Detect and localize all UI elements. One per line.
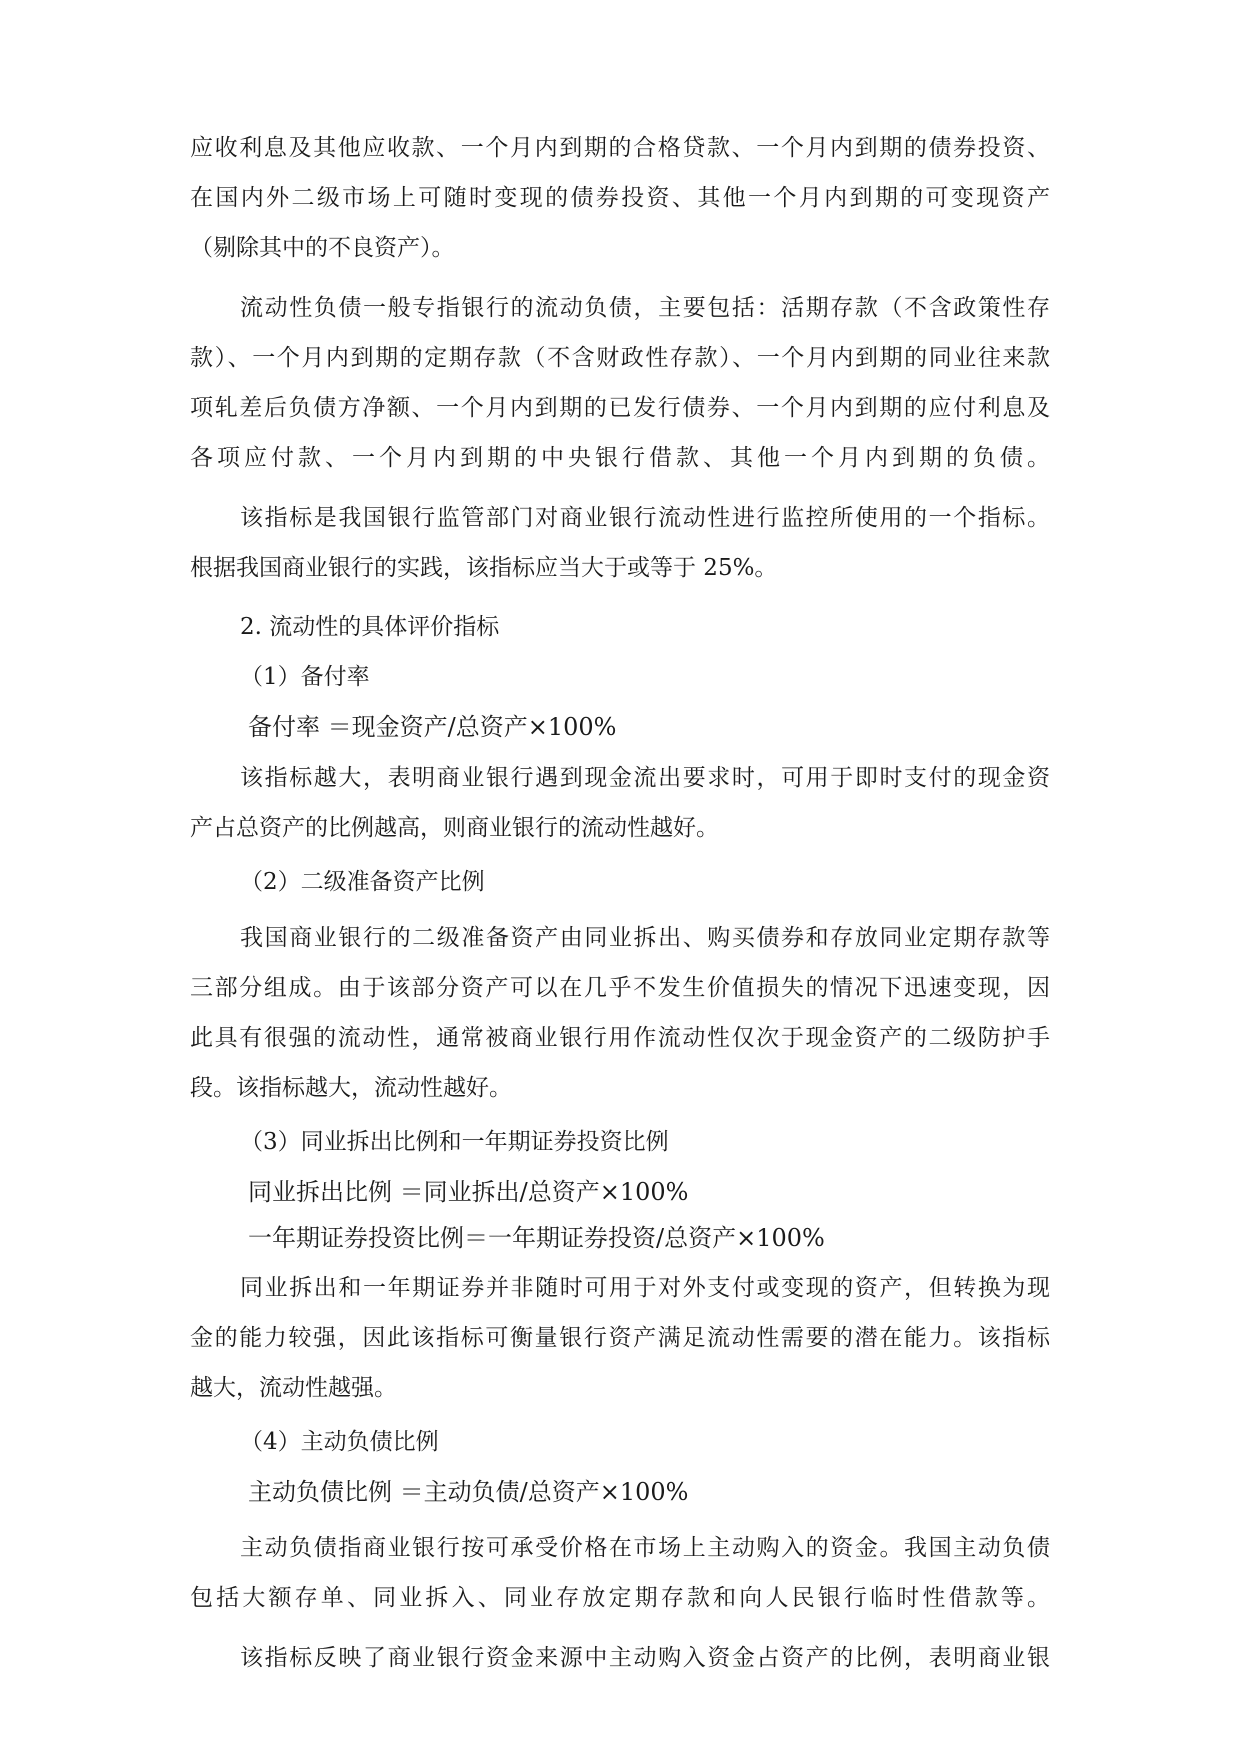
body-line: 同业拆出和一年期证券并非随时可用于对外支付或变现的资产，但转换为现 — [240, 1275, 1050, 1301]
body-line: 该指标反映了商业银行资金来源中主动购入资金占资产的比例，表明商业银 — [240, 1645, 1050, 1671]
formula: 一年期证券投资比例＝一年期证券投资/总资产×100% — [248, 1224, 825, 1252]
body-line: 我国商业银行的二级准备资产由同业拆出、购买债券和存放同业定期存款等 — [240, 925, 1050, 951]
body-line: 产占总资产的比例越高，则商业银行的流动性越好。 — [190, 815, 719, 841]
body-line: 包括大额存单、同业拆入、同业存放定期存款和向人民银行临时性借款等。 — [190, 1585, 1050, 1611]
section-heading: 2. 流动性的具体评价指标 — [240, 614, 500, 640]
body-line: 三部分组成。由于该部分资产可以在几乎不发生价值损失的情况下迅速变现，因 — [190, 975, 1050, 1001]
subsection-heading: （1）备付率 — [240, 664, 370, 690]
body-line: 项轧差后负债方净额、一个月内到期的已发行债券、一个月内到期的应付利息及 — [190, 395, 1050, 421]
subsection-heading: （3）同业拆出比例和一年期证券投资比例 — [240, 1129, 669, 1155]
body-line: 流动性负债一般专指银行的流动负债，主要包括：活期存款（不含政策性存 — [240, 295, 1050, 321]
body-line: 款）、一个月内到期的定期存款（不含财政性存款）、一个月内到期的同业往来款 — [190, 345, 1050, 371]
body-line: 段。该指标越大，流动性越好。 — [190, 1075, 512, 1101]
formula: 同业拆出比例 ＝同业拆出/总资产×100% — [248, 1178, 689, 1206]
body-line: 该指标是我国银行监管部门对商业银行流动性进行监控所使用的一个指标。 — [240, 505, 1050, 531]
formula: 备付率 ＝现金资产/总资产×100% — [248, 713, 617, 741]
formula: 主动负债比例 ＝主动负债/总资产×100% — [248, 1478, 689, 1506]
body-line: 在国内外二级市场上可随时变现的债券投资、其他一个月内到期的可变现资产 — [190, 185, 1050, 211]
body-line: 金的能力较强，因此该指标可衡量银行资产满足流动性需要的潜在能力。该指标 — [190, 1325, 1050, 1351]
body-line: 该指标越大，表明商业银行遇到现金流出要求时，可用于即时支付的现金资 — [240, 765, 1050, 791]
body-line: （剔除其中的不良资产）。 — [190, 235, 455, 261]
body-line: 此具有很强的流动性，通常被商业银行用作流动性仅次于现金资产的二级防护手 — [190, 1025, 1050, 1051]
subsection-heading: （2）二级准备资产比例 — [240, 869, 485, 895]
body-line: 根据我国商业银行的实践，该指标应当大于或等于 25%。 — [190, 555, 778, 581]
body-line: 各项应付款、一个月内到期的中央银行借款、其他一个月内到期的负债。 — [190, 445, 1050, 471]
body-line: 应收利息及其他应收款、一个月内到期的合格贷款、一个月内到期的债券投资、 — [190, 135, 1050, 161]
body-line: 主动负债指商业银行按可承受价格在市场上主动购入的资金。我国主动负债 — [240, 1535, 1050, 1561]
body-line: 越大，流动性越强。 — [190, 1375, 397, 1401]
subsection-heading: （4）主动负债比例 — [240, 1429, 439, 1455]
